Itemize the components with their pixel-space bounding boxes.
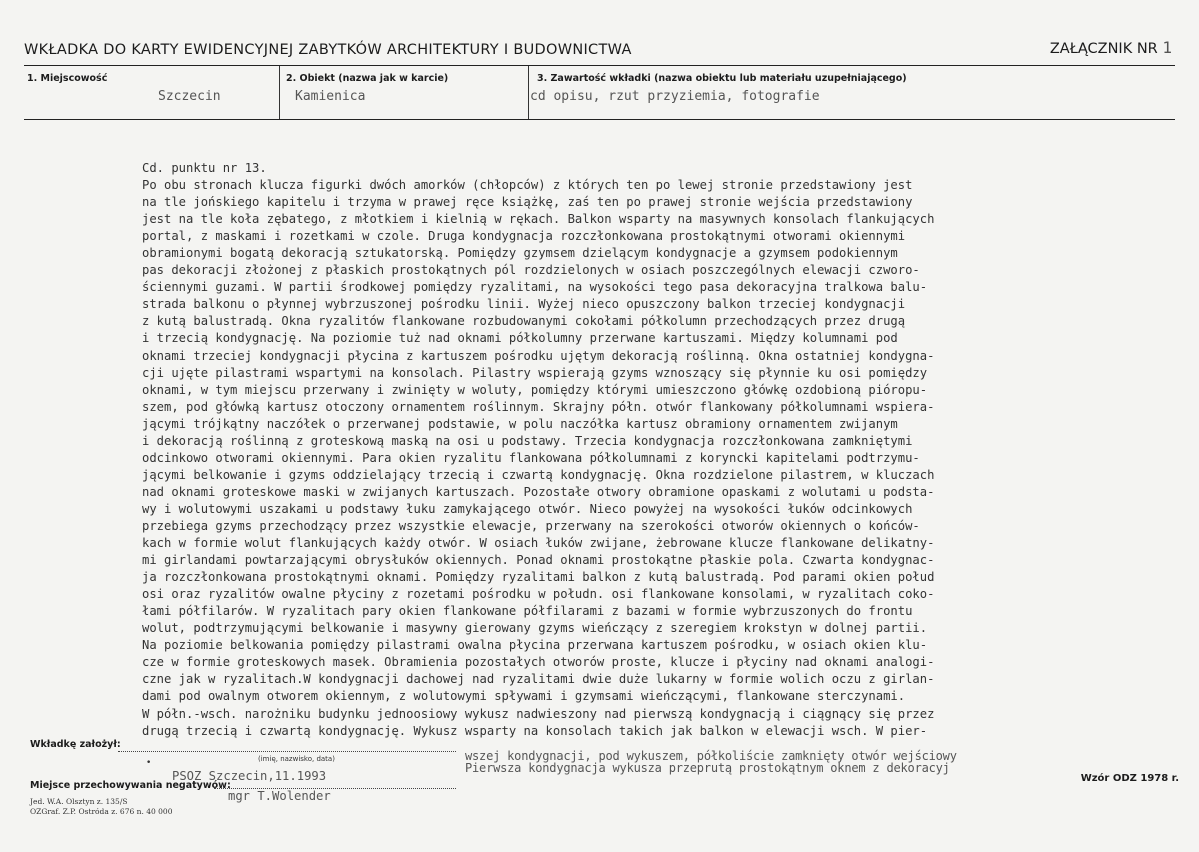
description-line: z kutą balustradą. Okna ryzalitów flankowane rozbudowanymi cokołami półkolumn przechodzących przez drugą	[142, 314, 906, 329]
header-bottom-rule	[24, 119, 1175, 120]
description-line: Cd. punktu nr 13.	[142, 161, 267, 175]
description-line: dami pod owalnym otworem okiennym, z wolutowymi spływami i gzymsami wieńczącymi, flankowane sterczynami.	[142, 689, 906, 704]
description-line: oknami trzeciej kondygnacji płycina z kartuszem pośrodku ujętym dekoracją roślinną. Okna ostatniej kondygna-	[142, 348, 935, 363]
annex-number: 1	[1162, 38, 1172, 57]
form-model-mark: Wzór ODZ 1978 r.	[1080, 773, 1179, 784]
description-line: Po obu stronach klucza figurki dwóch amorków (chłopców) z których ten po lewej stronie przedstawiony jest	[142, 178, 913, 193]
description-line: jącymi trójkątny naczółek o przerwanej podstawie, w polu naczółka kartusz obramiony ornamentem zwijanym	[142, 416, 898, 431]
field-object-value: Kamienica	[295, 89, 366, 104]
negatives-location-label: Miejsce przechowywania negatywów:	[30, 780, 231, 791]
description-line: Na poziomie belkowania pomiędzy pilastrami owalna płycina przerwana kartuszem pośrodku, w osiach okien klu-	[142, 638, 928, 653]
description-line: czne jak w ryzalitach.W kondygnacji dachowej nad ryzalitami dwie duże lukarny w formie wolich oczu z girlan-	[142, 672, 935, 687]
author-name: mgr T.Wolender	[228, 789, 331, 803]
description-line: oknami, w tym miejscu przerwany i zwinięty w woluty, pomiędzy którymi umieszczono główkę ozdobioną pióropu-	[142, 382, 928, 397]
description-line: portal, z maskami i rozetkami w czole. Druga kondygnacja rozczłonkowana prostokątnymi otworami okiennymi	[142, 229, 906, 244]
description-line: cji ujęte pilastrami wspartymi na konsolach. Pilastry wspierają gzyms wznoszący się płynnie ku osi pomiędzy	[142, 365, 928, 380]
insert-author-label: Wkładkę założył:	[30, 739, 121, 750]
description-line: na tle jońskiego kapitelu i trzyma w prawej ręce książkę, zaś ten po prawej stronie wejścia przedstawiony	[142, 195, 913, 210]
description-line: szem, pod główką kartusz otoczony ornamentem roślinnym. Skrajny półn. otwór flankowany półkolumnami wspiera-	[142, 399, 935, 414]
description-line: i trzecią kondygnację. Na poziomie tuż nad oknami półkolumny przerwane kartuszami. Między kolumnami pod	[142, 331, 898, 346]
field-object-label: 2. Obiekt (nazwa jak w karcie)	[286, 73, 449, 84]
description-line: W półn.-wsch. narożniku budynku jednoosiowy wykusz nadwieszony nad pierwszą kondygnacją i ciągnący się przez	[142, 706, 935, 721]
description-line: przebiega gzyms przechodzący przez wszystkie elewacje, przerwany na szerokości otworów okiennych o końców-	[142, 518, 920, 533]
description-line: kach w formie wolut flankujących każdy otwór. W osiach łuków zwijane, żebrowane klucze flankowane delikatny-	[142, 536, 935, 551]
description-line: mi girlandami powtarzającymi obrysłuków okiennych. Ponad oknami prostokątne płaskie pola. Czwarta kondygnac-	[142, 553, 935, 568]
description-line: nad oknami groteskowe maski w zwijanych kartuszach. Pozostałe otwory obramione opaskami z wolutami u podsta-	[142, 484, 935, 499]
insert-author-caption: (imię, nazwisko, data)	[258, 755, 335, 763]
field-divider	[528, 66, 529, 119]
description-line: osi oraz ryzalitów owalne płyciny z rozetami pośrodku w połudn. osi flankowane konsolami, w ryzalitach coko-	[142, 587, 935, 602]
overprint-line-1: wszej kondygnacji, pod wykuszem, półkoliście zamknięty otwór wejściowy	[465, 749, 957, 763]
form-title: WKŁADKA DO KARTY EWIDENCYJNEJ ZABYTKÓW ARCHITEKTURY I BUDOWNICTWA	[24, 42, 632, 58]
insert-author-line	[118, 751, 456, 752]
description-line: ściennymi guzami. W partii środkowej pomiędzy ryzalitami, na wysokości tego pasa dekoracyjna tralkowa balu-	[142, 280, 928, 295]
description-line: jącymi belkowanie i gzyms oddzielający trzecią i czwartą kondygnację. Okna rozdzielone pilastrem, w kluczach	[142, 467, 935, 482]
field-location-label: 1. Miejscowość	[27, 73, 108, 84]
stamp-dot: •	[146, 758, 152, 768]
description-line: cze w formie groteskowych masek. Obramienia pozostałych otworów proste, klucze i płyciny nad oknami analogi-	[142, 655, 935, 670]
overprint-line-2: Pierwsza kondygnacja wykusza przeprutą prostokątnym oknem z dekoracyj	[465, 761, 950, 775]
description-line: wy i wolutowymi uszakami u podstawy łuku zamykającego otwór. Nieco powyżej na wysokości łuków odcinkowych	[142, 501, 913, 516]
field-divider	[279, 66, 280, 119]
description-line: obramionymi bogatą dekoracją sztukatorską. Pomiędzy gzymsem dzielącym kondygnacje a gzymsem podokiennym	[142, 246, 898, 261]
description-line: wolut, podtrzymującymi belkowanie i masywny gierowany gzyms wieńczący z szeregiem krokstyn w dolnej partii.	[142, 621, 928, 636]
field-location-value: Szczecin	[158, 89, 221, 104]
description-line: drugą trzecią i czwartą kondygnację. Wykusz wsparty na konsolach takich jak balkon w elewacji wsch. W pier-	[142, 723, 928, 738]
description-line: łami półfilarów. W ryzalitach pary okien flankowane półfilarami z bazami w formie wybrzuszonych do frontu	[142, 604, 913, 619]
description-line: ja rozczłonkowana prostokątnymi oknami. Pomiędzy ryzalitami balkon z kutą balustradą. Pod parami okien połud	[142, 570, 935, 585]
annex-label	[1050, 38, 1172, 57]
description-line: strada balkonu o płynnej wybrzuszonej pośrodku linii. Wyżej nieco opuszczony balkon trzeciej kondygnacji	[142, 297, 906, 312]
field-contents-label: 3. Zawartość wkładki (nazwa obiektu lub materiału uzupełniającego)	[537, 73, 907, 84]
header-top-rule	[24, 65, 1175, 66]
annex-label-text: ZAŁĄCZNIK NR	[1049, 41, 1158, 57]
description-line: odcinkowo otworami okiennymi. Para okien ryzalitu flankowana półkolumnami z koryncki kapitelami podtrzymu-	[142, 450, 920, 465]
description-text	[142, 160, 1082, 740]
field-contents-value: cd opisu, rzut przyziemia, fotografie	[530, 89, 820, 104]
description-line: jest na tle koła zębatego, z młotkiem i kielnią w rękach. Balkon wsparty na masywnych konsolach flankujących	[142, 212, 935, 227]
author-stamp: PSOZ Szczecin,11.1993	[172, 769, 327, 783]
description-line: pas dekoracji złożonej z płaskich prostokątnych pól rozdzielonych w osiach poszczególnych elewacji czworo-	[142, 263, 920, 278]
print-info-line-1: Jed. W.A. Olsztyn z. 135/S	[30, 797, 128, 806]
print-info-line-2: OZGraf. Z.P. Ostróda z. 676 n. 40 000	[30, 807, 173, 816]
description-line: i dekoracją roślinną z groteskową maską na osi u podstawy. Trzecia kondygnacja rozczłonkowana zamkniętymi	[142, 433, 913, 448]
